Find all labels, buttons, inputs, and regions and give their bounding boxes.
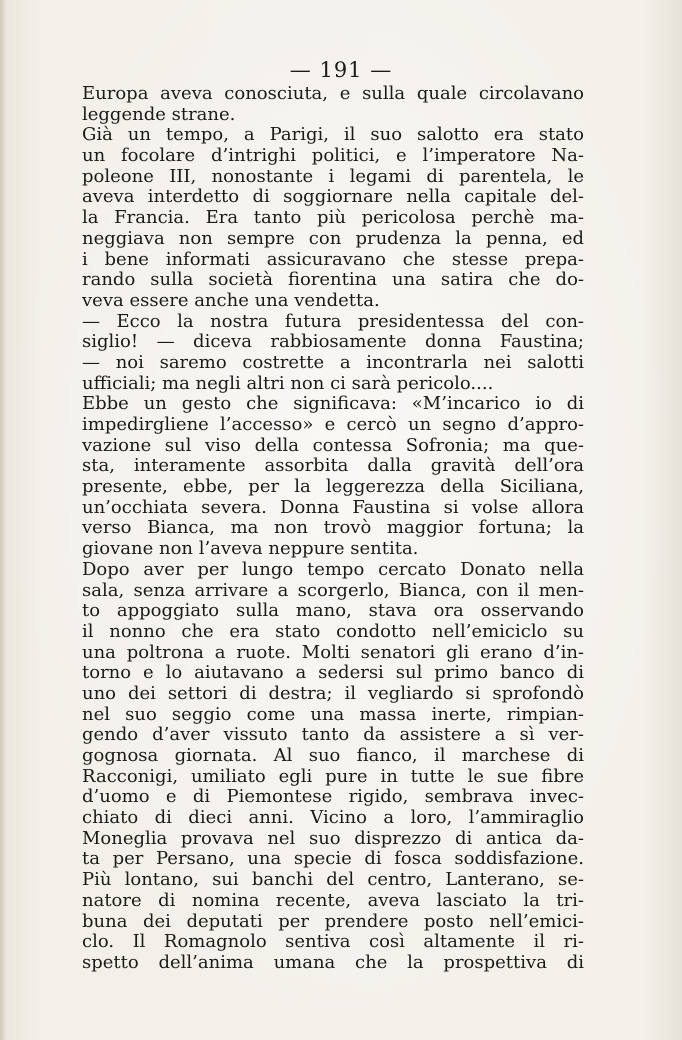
text-line: un focolare d’intrighi politici, e l’imperatore Na- — [82, 145, 584, 167]
text-line: to appoggiato sulla mano, stava ora osservando — [82, 600, 584, 622]
text-line: i bene informati assicuravano che stesse prepa- — [82, 248, 584, 270]
page-spine-shadow — [0, 0, 6, 1040]
page-number: — 191 — — [289, 58, 393, 82]
text-line: gognosa giornata. Al suo fianco, il marchese di — [82, 745, 584, 766]
text-line: spetto dell’anima umana che la prospettiva di — [82, 951, 584, 973]
text-line: buna dei deputati per prendere posto nell’emici- — [82, 910, 584, 932]
text-line: — Ecco la nostra futura presidentessa del con- — [82, 310, 584, 332]
text-line: siglio! — diceva rabbiosamente donna Faustina; — [82, 331, 584, 353]
text-line: — noi saremo costrette a incontrarla nei salotti — [82, 351, 584, 373]
text-line: Europa aveva conosciuta, e sulla quale circolavano — [82, 83, 584, 104]
text-line: ta per Persano, una specie di fosca soddisfazione. — [82, 848, 584, 870]
text-line: clo. Il Romagnolo sentiva così altamente il ri- — [82, 931, 584, 953]
text-line: vazione sul viso della contessa Sofronia; ma que- — [82, 434, 584, 456]
text-line: presente, ebbe, per la leggerezza della Siciliana, — [82, 476, 584, 498]
text-line: il nonno che era stato condotto nell’emiciclo su — [82, 620, 584, 642]
text-line: natore di nomina recente, aveva lasciato la tri- — [82, 889, 584, 911]
text-line: poleone III, nonostante i legami di parentela, le — [82, 165, 584, 187]
text-line: Racconigi, umiliato egli pure in tutte le sue fibre — [82, 765, 584, 787]
text-line: Già un tempo, a Parigi, il suo salotto era stato — [82, 124, 584, 146]
text-line: uno dei settori di destra; il vegliardo si sprofondò — [82, 682, 584, 704]
text-line: chiato di dieci anni. Vicino a loro, l’ammiraglio — [82, 807, 584, 829]
text-line: nel suo seggio come una massa inerte, rimpian- — [82, 703, 584, 725]
text-line: un’occhiata severa. Donna Faustina si volse allora — [82, 496, 584, 518]
text-line: torno e lo aiutavano a sedersi sul primo banco di — [82, 662, 584, 684]
text-line: Moneglia provava nel suo disprezzo di antica da- — [82, 827, 584, 849]
body-text — [82, 84, 584, 974]
text-line: aveva interdetto di soggiornare nella capitale del- — [82, 186, 584, 208]
text-line: neggiava non sempre con prudenza la penna, ed — [82, 227, 584, 249]
text-line: Ebbe un gesto che significava: «M’incarico io di — [82, 393, 584, 415]
text-line: verso Bianca, ma non trovò maggior fortuna; la — [82, 517, 584, 539]
text-line: veva essere anche una vendetta. — [82, 289, 380, 311]
text-line: Più lontano, sui banchi del centro, Lanterano, se- — [82, 869, 584, 891]
text-line: ufficiali; ma negli altri non ci sarà pericolo.... — [82, 372, 494, 394]
text-line: la Francia. Era tanto più pericolosa perchè ma- — [82, 207, 584, 229]
text-line: rando sulla società fiorentina una satira che do- — [82, 269, 584, 291]
text-line: d’uomo e di Piemontese rigido, sembrava invec- — [82, 786, 584, 808]
text-line: giovane non l’aveva neppure sentita. — [82, 538, 419, 560]
text-line: gendo d’aver vissuto tanto da assistere a sì ver- — [82, 724, 584, 746]
text-line: leggende strane. — [82, 103, 236, 125]
text-line: impedirgliene l’accesso» e cercò un segno d’appro- — [82, 414, 584, 435]
text-line: una poltrona a ruote. Molti senatori gli erano d’in- — [82, 641, 584, 663]
text-line: Dopo aver per lungo tempo cercato Donato nella — [82, 558, 584, 580]
text-line: sta, interamente assorbita dalla gravità dell’ora — [82, 455, 584, 477]
text-line: sala, senza arrivare a scorgerlo, Bianca, con il men- — [82, 579, 584, 601]
